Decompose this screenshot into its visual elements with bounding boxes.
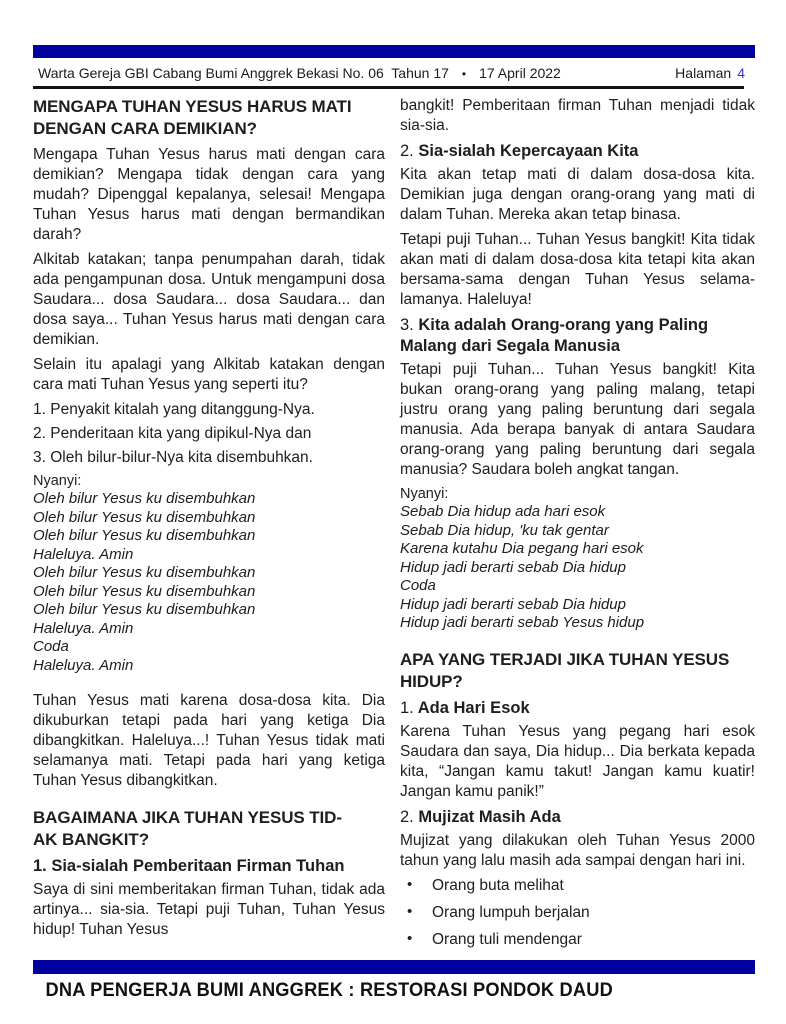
article-heading-apa: [400, 649, 755, 693]
left-column: [33, 96, 385, 957]
footer: [33, 960, 755, 1002]
subheading: [400, 141, 755, 162]
masthead-left: [38, 65, 561, 81]
subheading: [400, 807, 755, 828]
lyric-line: Karena kutahu Dia pegang hari esok: [400, 540, 644, 557]
paragraph: Tetapi puji Tuhan... Tuhan Yesus bangkit! Kita tidak akan mati di dalam dosa-dosa kita tetapi kita akan bersama-sama dengan Tuhan Yesus selama-lamanya. Haleluya!: [400, 231, 755, 308]
article-heading-mengapa: [33, 96, 385, 140]
subheading-text: Kita adalah Orang-orang yang Paling Malang dari Segala Manusia: [400, 316, 709, 355]
numbered-item: 3. Oleh bilur-bilur-Nya kita disembuhkan.: [33, 449, 313, 466]
heading-line: HIDUP?: [400, 671, 463, 691]
lyric-line: Oleh bilur Yesus ku disembuhkan: [33, 490, 256, 507]
subheading-text: Ada Hari Esok: [417, 698, 530, 717]
heading-line: BAGAIMANA JIKA TUHAN YESUS TID-: [33, 808, 342, 827]
page-label: Halaman: [675, 65, 732, 81]
footer-bar: [33, 960, 755, 974]
heading-line: DENGAN CARA DEMIKIAN?: [33, 119, 257, 138]
bullet-text: Orang tuli mendengar: [432, 930, 582, 948]
lyric-line: Sebab Dia hidup ada hari esok: [400, 503, 606, 520]
bullet-icon: •: [407, 875, 413, 893]
lyric-line: Hidup jadi berarti sebab Dia hidup: [400, 558, 626, 576]
subheading-number: 3.: [400, 316, 414, 334]
bullet-text: Orang lumpuh berjalan: [432, 903, 590, 921]
lyric-line: Coda: [33, 638, 69, 655]
heading-line: MENGAPA TUHAN YESUS HARUS MATI: [33, 97, 352, 116]
subheading-number: 2.: [400, 807, 414, 826]
nyanyi-label: Nyanyi:: [33, 473, 82, 489]
masthead: [33, 58, 755, 86]
bullet-icon: •: [407, 902, 413, 920]
bulletin-title: Warta Gereja GBI Cabang Bumi Anggrek Bekasi No. 06 Tahun 17: [38, 65, 449, 81]
song-lyrics: [33, 490, 385, 675]
subheading: [400, 698, 755, 719]
lyric-line: Hidup jadi berarti sebab Dia hidup: [400, 595, 626, 613]
page-number: 4: [737, 65, 745, 81]
page-indicator: [675, 65, 745, 81]
list-item: [400, 876, 755, 896]
bullet-list: [400, 876, 755, 950]
lyric-line: Haleluya. Amin: [33, 619, 134, 637]
lyric-line: Haleluya. Amin: [33, 545, 134, 563]
footer-text: DNA PENGERJA BUMI ANGGREK : RESTORASI PONDOK DAUD: [45, 980, 613, 1001]
paragraph: Karena Tuhan Yesus yang pegang hari esok Saudara dan saya, Dia hidup... Dia berkata kepada kita, “Jangan kamu takut! Jangan kamu kuatir! Jangan kamu panik!”: [400, 722, 755, 800]
list-item: [400, 903, 755, 923]
heading-line: AK BANGKIT?: [33, 830, 149, 849]
separator-bullet-icon: •: [461, 67, 467, 81]
paragraph: Saya di sini memberitakan firman Tuhan, tidak ada artinya... sia-sia. Tetapi puji Tuhan, Tuhan Yesus hidup! Tuhan Yesus: [33, 881, 385, 938]
numbered-item: 2. Penderitaan kita yang dipikul-Nya dan: [33, 425, 312, 442]
paragraph: Tetapi puji Tuhan... Tuhan Yesus bangkit! Kita bukan orang-orang yang paling malang, tetapi justru orang yang paling beruntung dari segala manusia. Ada berapa banyak di antara Saudara orang-orang yang paling beruntung dari segala manusia? Saudara boleh angkat tangan.: [400, 361, 755, 478]
lyric-line: Coda: [400, 577, 436, 594]
nyanyi-label: Nyanyi:: [400, 486, 449, 502]
article-heading-bagaimana: [33, 807, 385, 851]
subheading-text: Sia-sialah Kepercayaan Kita: [418, 142, 639, 160]
two-column-body: [33, 89, 755, 957]
subheading-number: 2.: [400, 142, 414, 160]
issue-date: 17 April 2022: [479, 65, 561, 81]
right-column: [400, 96, 755, 957]
lyric-line: Oleh bilur Yesus ku disembuhkan: [33, 564, 256, 581]
subheading-text: Mujizat Masih Ada: [418, 807, 561, 826]
lyric-line: Oleh bilur Yesus ku disembuhkan: [33, 508, 256, 526]
paragraph: Kita akan tetap mati di dalam dosa-dosa kita. Demikian juga dengan orang-orang yang mati di dalam Tuhan. Mereka akan tetap binasa.: [400, 166, 755, 223]
paragraph: bangkit! Pemberitaan firman Tuhan menjadi tidak sia-sia.: [400, 97, 755, 134]
heading-line: APA YANG TERJADI JIKA TUHAN YESUS: [400, 649, 730, 669]
lyric-line: Haleluya. Amin: [33, 656, 134, 674]
paragraph: Mujizat yang dilakukan oleh Tuhan Yesus 2000 tahun yang lalu masih ada sampai dengan hari ini.: [400, 831, 755, 869]
numbered-item: 1. Penyakit kitalah yang ditanggung-Nya.: [33, 401, 315, 418]
subheading-number: 1.: [400, 698, 414, 717]
lyric-line: Oleh bilur Yesus ku disembuhkan: [33, 527, 256, 544]
paragraph: Selain itu apalagi yang Alkitab katakan dengan cara mati Tuhan Yesus yang seperti itu?: [33, 356, 385, 393]
lyric-line: Oleh bilur Yesus ku disembuhkan: [33, 582, 256, 600]
bullet-icon: •: [407, 929, 413, 947]
subheading: 1. Sia-sialah Pemberitaan Firman Tuhan: [33, 857, 345, 875]
paragraph: Tuhan Yesus mati karena dosa-dosa kita. Dia dikuburkan tetapi pada hari yang ketiga Dia dibangkitkan. Haleluya...! Tuhan Yesus tidak mati selamanya mati. Tetapi pada hari yang ketiga Tuhan Yesus dibangkitkan.: [33, 692, 385, 789]
lyric-line: Sebab Dia hidup, 'ku tak gentar: [400, 521, 609, 539]
top-bar: [33, 45, 755, 58]
lyric-line: Oleh bilur Yesus ku disembuhkan: [33, 601, 256, 618]
bullet-text: Orang buta melihat: [432, 876, 564, 894]
song-lyrics: [400, 503, 755, 633]
paragraph: Alkitab katakan; tanpa penumpahan darah, tidak ada pengampunan dosa. Untuk mengampuni dosa Saudara... dosa Saudara... dosa Saudara... dan dosa saya... Tuhan Yesus harus mati dengan cara demikian.: [33, 251, 385, 348]
paragraph: Mengapa Tuhan Yesus harus mati dengan cara demikian? Mengapa tidak dengan cara yang mudah? Dipenggal kepalanya, selesai! Mengapa Tuhan Yesus harus mati dengan bermandikan darah?: [33, 146, 385, 243]
list-item: [400, 930, 755, 950]
lyric-line: Hidup jadi berarti sebab Yesus hidup: [400, 614, 645, 631]
subheading: [400, 315, 755, 357]
